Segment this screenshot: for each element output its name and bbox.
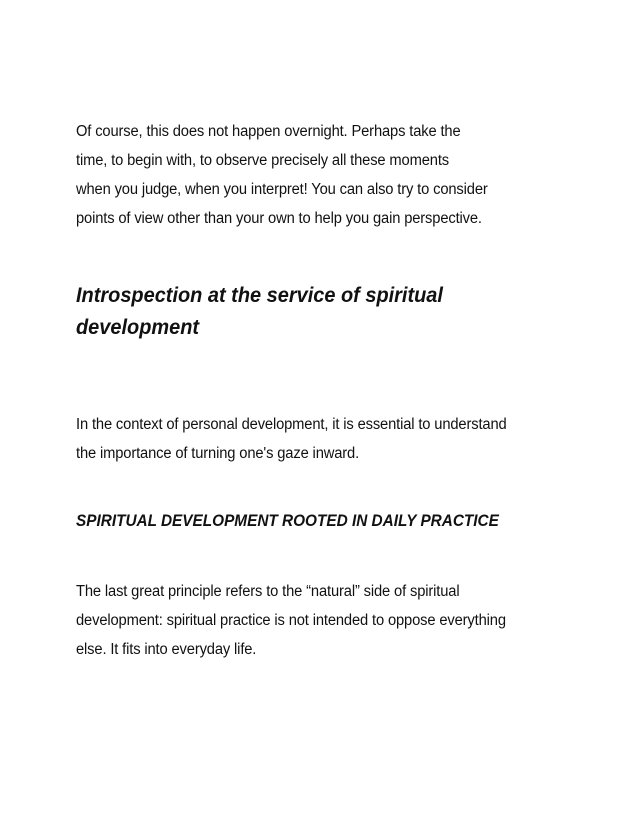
paragraph-line: The last great principle refers to the “natural” side of spiritual <box>76 583 460 600</box>
paragraph-personal-development <box>76 410 551 468</box>
paragraph-line: when you judge, when you interpret! You can also try to consider <box>76 181 488 198</box>
paragraph-line: points of view other than your own to help you gain perspective. <box>76 210 482 227</box>
section-heading-introspection <box>76 280 443 344</box>
paragraph-natural-side <box>76 577 551 664</box>
heading-line: development <box>76 316 200 339</box>
paragraph-line: Of course, this does not happen overnight. Perhaps take the <box>76 123 461 140</box>
paragraph-line: time, to begin with, to observe precisely all these moments <box>76 152 449 169</box>
section-heading-daily-practice: SPIRITUAL DEVELOPMENT ROOTED IN DAILY PRACTICE <box>76 512 499 530</box>
paragraph-line: In the context of personal development, it is essential to understand <box>76 416 507 433</box>
paragraph-line: the importance of turning one's gaze inward. <box>76 445 360 462</box>
paragraph-line: development: spiritual practice is not intended to oppose everything <box>76 612 506 629</box>
paragraph-perspective <box>76 117 551 233</box>
paragraph-line: else. It fits into everyday life. <box>76 641 257 658</box>
heading-line: Introspection at the service of spiritual <box>76 284 443 307</box>
